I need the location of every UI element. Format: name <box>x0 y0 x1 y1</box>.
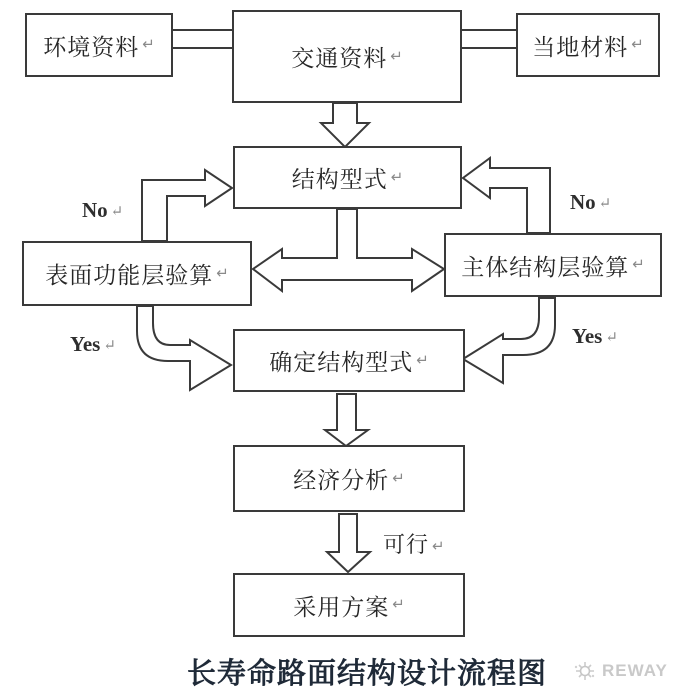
edge-label-text: No <box>82 198 108 222</box>
edge-label-no-right <box>570 190 611 215</box>
node-label: 当地材料 <box>532 33 629 60</box>
edge-label-text: Yes <box>572 324 603 348</box>
edge-label-text: Yes <box>70 332 101 356</box>
link-env-to-traffic <box>173 30 232 48</box>
return-mark: ↵ <box>216 264 229 282</box>
reway-brand-text: REWAY <box>602 661 668 680</box>
node-determine-structure-type <box>233 329 465 392</box>
node-main-structure-check <box>444 233 662 297</box>
arrow-traffic-to-structure <box>321 103 369 147</box>
edge-label-feasible <box>383 528 445 559</box>
diagram-title: 长寿命路面结构设计流程图 <box>186 658 547 690</box>
arrow-determine-to-economic <box>325 394 368 446</box>
arrow-main-to-determine-yes <box>463 298 555 383</box>
return-mark: ↵ <box>390 168 404 186</box>
node-environment-data <box>25 13 173 77</box>
edge-label-yes-left <box>70 332 116 357</box>
node-label: 结构型式 <box>291 166 388 192</box>
return-mark: ↵ <box>142 36 155 53</box>
node-label: 环境资料 <box>43 33 140 60</box>
node-label: 表面功能层验算 <box>45 262 214 288</box>
node-label: 交通资料 <box>291 45 388 71</box>
edge-label-no-left <box>82 198 123 223</box>
node-label: 主体结构层验算 <box>461 253 630 280</box>
return-mark: ↵ <box>103 338 116 354</box>
node-surface-layer-check <box>22 241 252 306</box>
node-adopt-plan <box>233 573 465 637</box>
return-mark: ↵ <box>392 596 405 613</box>
return-mark: ↵ <box>392 469 405 487</box>
node-structure-type <box>233 146 462 209</box>
return-mark: ↵ <box>432 538 445 555</box>
node-label: 经济分析 <box>293 467 390 493</box>
edge-label-yes-right <box>572 324 618 349</box>
link-traffic-to-material <box>462 30 516 48</box>
node-economic-analysis <box>233 445 465 512</box>
edge-label-text: 可行 <box>383 532 430 557</box>
reway-sparkle-icon <box>572 658 598 684</box>
arrow-structure-to-checks <box>253 209 444 291</box>
node-local-materials <box>516 13 660 77</box>
arrow-surface-to-determine-yes <box>137 306 231 390</box>
return-mark: ↵ <box>110 204 124 220</box>
return-mark: ↵ <box>416 351 429 369</box>
return-mark: ↵ <box>390 47 403 65</box>
arrow-economic-to-adopt <box>327 514 370 572</box>
return-mark: ↵ <box>598 196 612 212</box>
return-mark: ↵ <box>605 330 618 346</box>
return-mark: ↵ <box>631 36 644 53</box>
arrow-main-to-structure-no <box>463 158 550 233</box>
reway-watermark <box>572 658 668 684</box>
node-label: 确定结构型式 <box>269 349 414 375</box>
node-label: 采用方案 <box>293 593 390 620</box>
edge-label-text: No <box>570 190 596 214</box>
return-mark: ↵ <box>632 256 645 273</box>
node-traffic-data <box>232 10 462 103</box>
arrow-surface-to-structure-no <box>142 170 232 241</box>
